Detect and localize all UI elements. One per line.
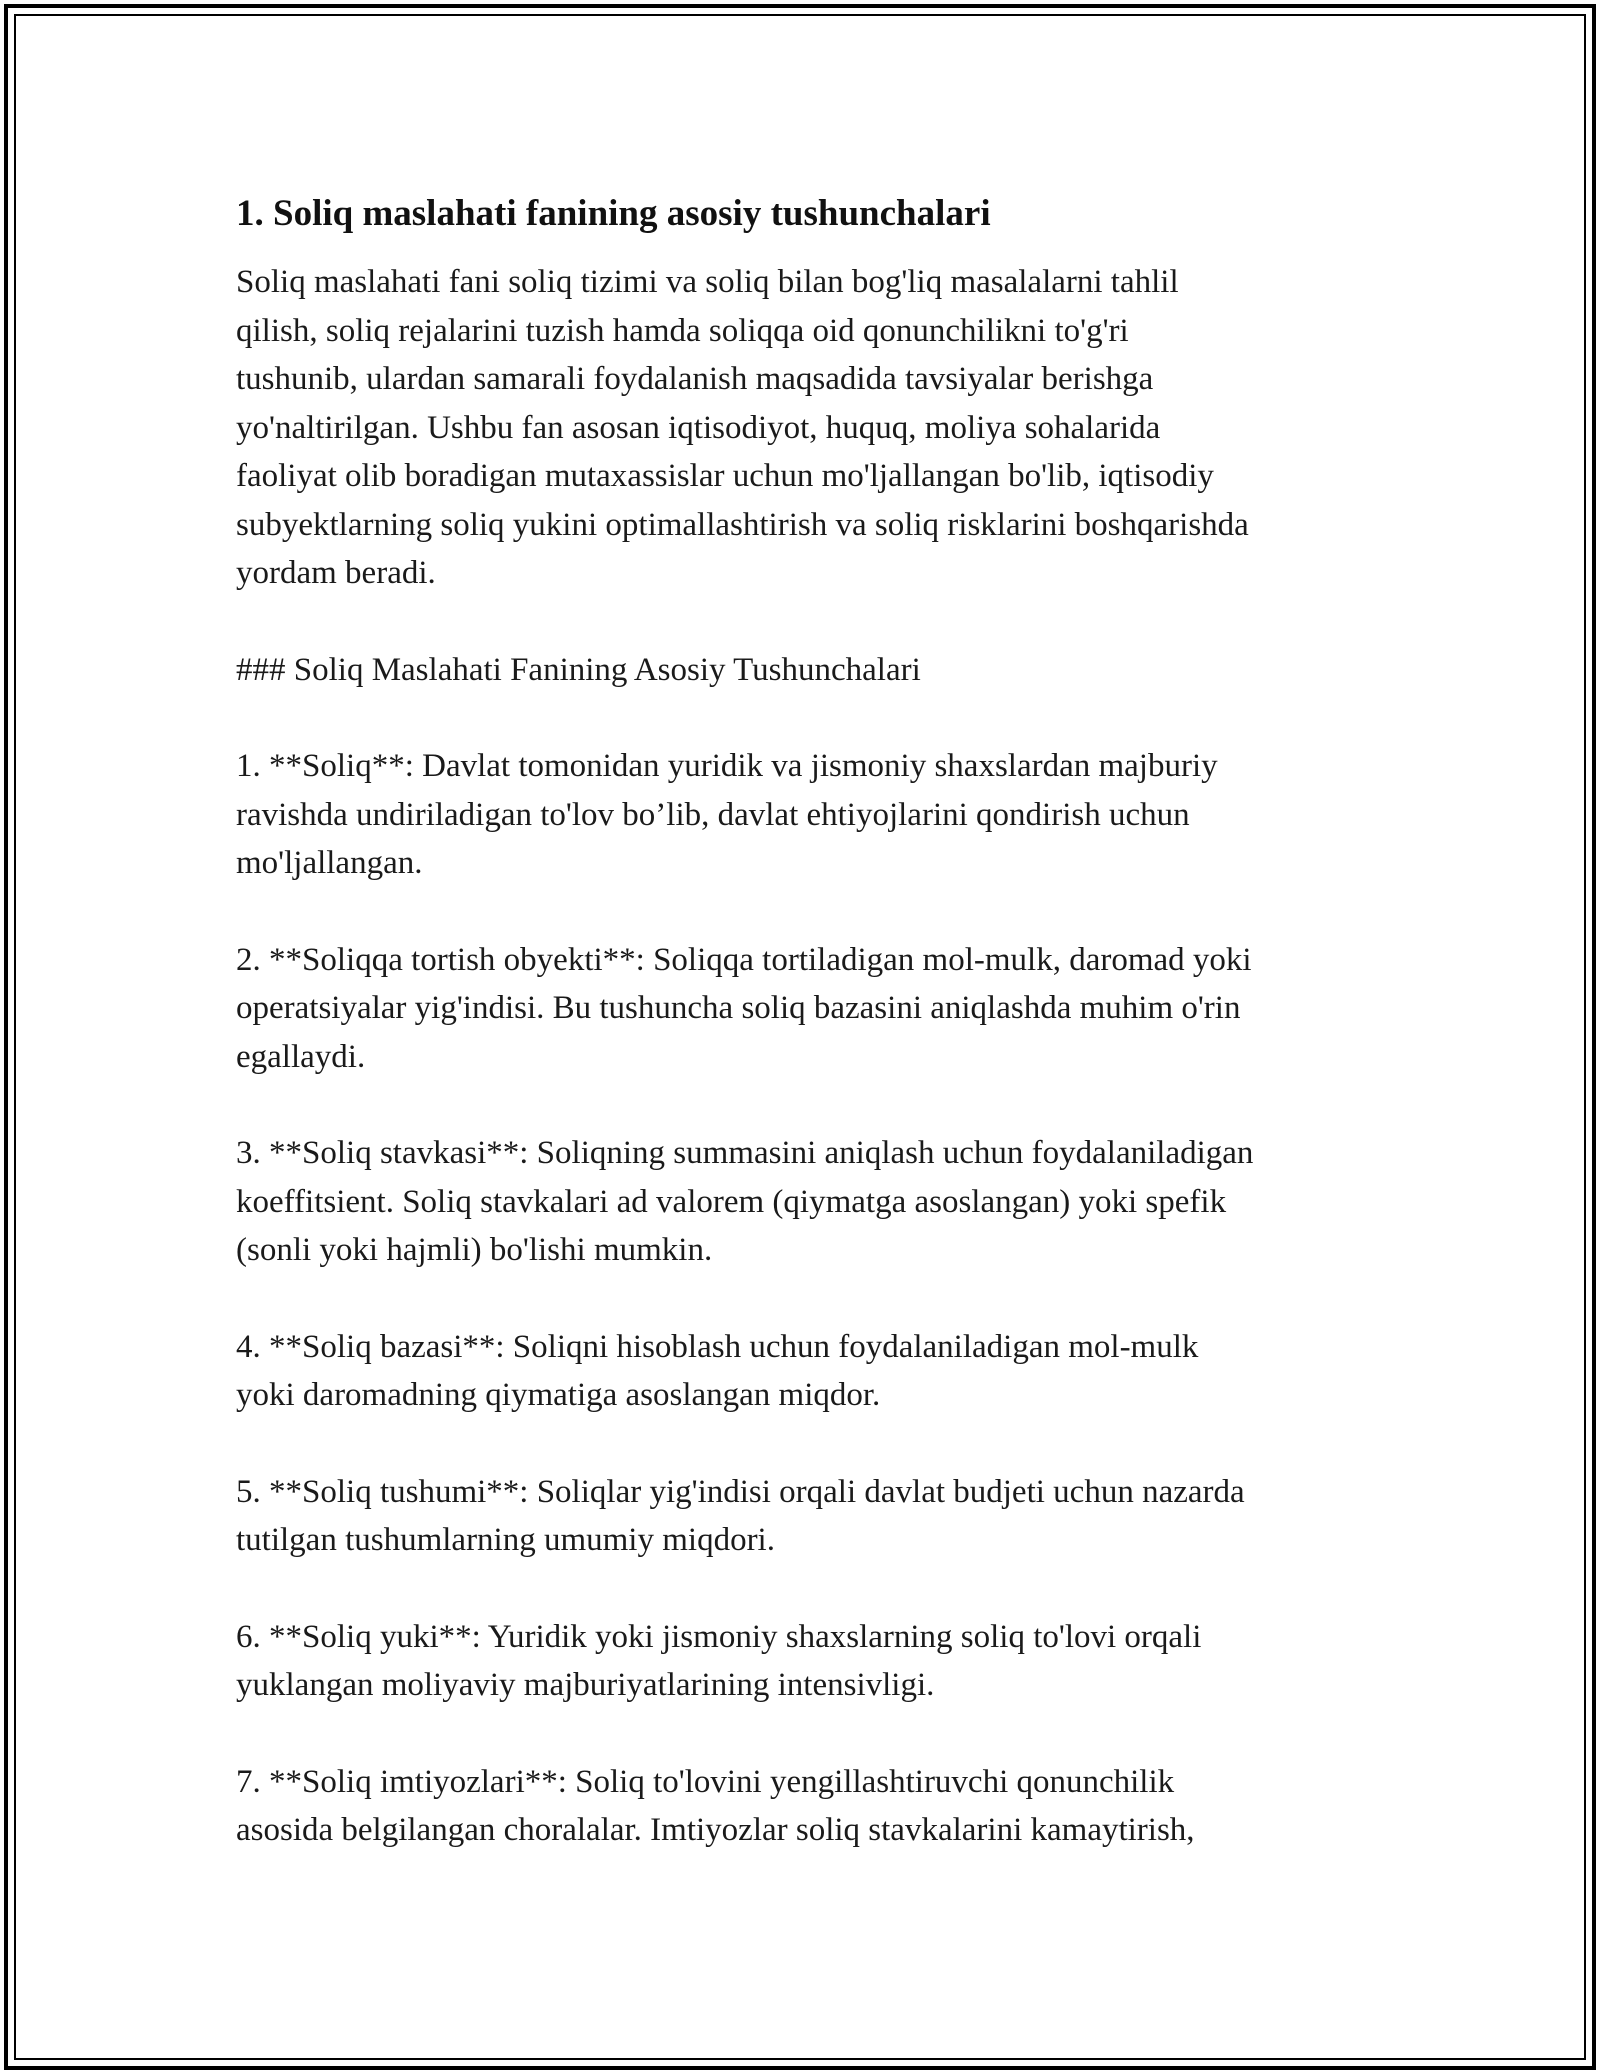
- text-line: asosida belgilangan choralalar. Imtiyozlar soliq stavkalarini kamaytirish,: [236, 1812, 1195, 1848]
- text-line: qilish, soliq rejalarini tuzish hamda soliqqa oid qonunchilikni to'g'ri: [236, 312, 1129, 349]
- list-item: [236, 936, 1376, 1082]
- text-line: 5. **Soliq tushumi**: Soliqlar yig'indisi orqali davlat budjeti uchun nazarda: [236, 1473, 1245, 1510]
- text-line: 3. **Soliq stavkasi**: Soliqning summasini aniqlash uchun foydalaniladigan: [236, 1135, 1254, 1171]
- section-heading: 1. Soliq maslahati fanining asosiy tushunchalari: [236, 193, 991, 234]
- text-line: yo'naltirilgan. Ushbu fan asosan iqtisodiyot, huquq, moliya sohalarida: [236, 409, 1161, 446]
- text-line: ravishda undiriladigan to'lov bo’lib, davlat ehtiyojlarini qondirish uchun: [236, 796, 1190, 833]
- text-line: yordam beradi.: [236, 555, 436, 591]
- text-line: 1. **Soliq**: Davlat tomonidan yuridik va jismoniy shaxslardan majburiy: [236, 748, 1218, 784]
- text-line: yoki daromadning qiymatiga asoslangan miqdor.: [236, 1377, 881, 1413]
- text-line: operatsiyalar yig'indisi. Bu tushuncha soliq bazasini aniqlashda muhim o'rin: [236, 990, 1241, 1026]
- text-line: tutilgan tushumlarning umumiy miqdori.: [236, 1522, 775, 1558]
- list-item: [236, 1758, 1376, 1855]
- text-line: faoliyat olib boradigan mutaxassislar uchun mo'ljallangan bo'lib, iqtisodiy: [236, 458, 1214, 494]
- text-line: tushunib, ulardan samarali foydalanish maqsadida tavsiyalar berishga: [236, 361, 1154, 397]
- text-line: 7. **Soliq imtiyozlari**: Soliq to'lovini yengillashtiruvchi qonunchilik: [236, 1763, 1175, 1800]
- list-item: [236, 742, 1376, 888]
- intro-paragraph: [236, 258, 1376, 598]
- text-line: yuklangan moliyaviy majburiyatlarining intensivligi.: [236, 1667, 935, 1703]
- list-item: [236, 1129, 1376, 1275]
- list-item: [236, 1468, 1376, 1565]
- text-line: egallaydi.: [236, 1038, 366, 1075]
- list-item: [236, 1613, 1376, 1710]
- text-line: 4. **Soliq bazasi**: Soliqni hisoblash uchun foydalaniladigan mol-mulk: [236, 1328, 1199, 1365]
- text-line: koeffitsient. Soliq stavkalari ad valorem (qiymatga asoslangan) yoki spefik: [236, 1183, 1227, 1220]
- text-line: Soliq maslahati fani soliq tizimi va soliq bilan bog'liq masalalarni tahlil: [236, 264, 1179, 300]
- text-line: (sonli yoki hajmli) bo'lishi mumkin.: [236, 1232, 713, 1268]
- text-line: mo'ljallangan.: [236, 845, 423, 881]
- text-line: 2. **Soliqqa tortish obyekti**: Soliqqa tortiladigan mol-mulk, daromad yoki: [236, 941, 1252, 978]
- list-item: [236, 1323, 1376, 1420]
- document-page: [236, 190, 1376, 1855]
- text-line: subyektlarning soliq yukini optimallashtirish va soliq risklarini boshqarishda: [236, 506, 1249, 543]
- text-line: 6. **Soliq yuki**: Yuridik yoki jismoniy shaxslarning soliq to'lovi orqali: [236, 1618, 1202, 1655]
- subheading-text: ### Soliq Maslahati Fanining Asosiy Tushunchalari: [236, 651, 921, 688]
